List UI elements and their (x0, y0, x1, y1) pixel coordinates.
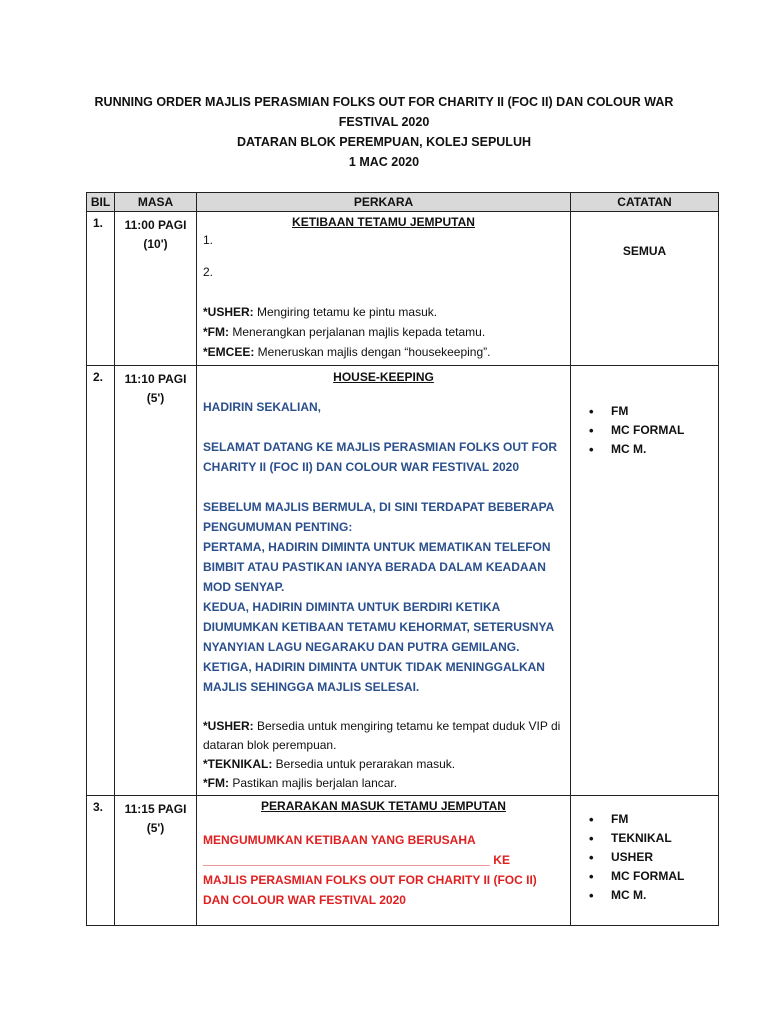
list-item: • TEKNIKAL (589, 829, 718, 848)
script-text: KETIGA, HADIRIN DIMINTA UNTUK TIDAK MENINGGALKAN MAJLIS SEHINGGA MAJLIS SELESAI. (203, 660, 545, 694)
list-item: • MC FORMAL (589, 867, 718, 886)
title-line-4: 1 MAC 2020 (348, 155, 420, 169)
list-item: • USHER (589, 848, 718, 867)
script-text: SELAMAT DATANG KE MAJLIS PERASMIAN FOLKS OUT FOR CHARITY II (FOC II) DAN COLOUR WAR FESTIVAL 2020 (203, 440, 557, 474)
row-bil: 3. (87, 796, 115, 926)
role-note: *TEKNIKAL: Bersedia untuk perarakan masuk. (203, 757, 456, 771)
row-masa (115, 366, 197, 796)
title-line-3: DATARAN BLOK PEREMPUAN, KOLEJ SEPULUH (237, 135, 531, 149)
title-line-2: FESTIVAL 2020 (338, 115, 430, 129)
announcement-text: ___________________________________________ KE (203, 853, 510, 867)
list-item: • FM (589, 402, 718, 421)
col-header-bil: BIL (87, 193, 115, 212)
announcement-text: MAJLIS PERASMIAN FOLKS OUT FOR CHARITY II (FOC II) DAN COLOUR WAR FESTIVAL 2020 (203, 873, 537, 907)
list-item: • MC M. (589, 886, 718, 905)
row-perkara (197, 212, 571, 366)
title-line-1: RUNNING ORDER MAJLIS PERASMIAN FOLKS OUT FOR CHARITY II (FOC II) DAN COLOUR WAR (94, 95, 674, 109)
masa-time: 11:15 PAGI (124, 802, 187, 816)
role-note: *FM: Pastikan majlis berjalan lancar. (203, 776, 398, 790)
table-row (87, 796, 719, 926)
masa-time: 11:00 PAGI (124, 218, 187, 232)
row-catatan (571, 366, 719, 796)
item-heading: PERARAKAN MASUK TETAMU JEMPUTAN (261, 799, 506, 813)
row-bil: 2. (87, 366, 115, 796)
script-text: HADIRIN SEKALIAN, (203, 400, 322, 414)
row-masa (115, 212, 197, 366)
running-order-table (86, 192, 719, 926)
document-title (0, 92, 768, 172)
row-catatan (571, 796, 719, 926)
table-row (87, 212, 719, 366)
role-note: *USHER: Mengiring tetamu ke pintu masuk. (203, 305, 438, 319)
role-note: *EMCEE: Meneruskan majlis dengan “housekeeping”. (203, 345, 491, 359)
row-bil: 1. (87, 212, 115, 366)
guest-item: 1. (203, 233, 214, 247)
row-catatan (571, 212, 719, 366)
script-text: PERTAMA, HADIRIN DIMINTA UNTUK MEMATIKAN TELEFON BIMBIT ATAU PASTIKAN IANYA BERADA DALAM KEADAAN MOD SENYAP. (203, 540, 551, 594)
masa-time: 11:10 PAGI (124, 372, 187, 386)
table-header-row (87, 193, 719, 212)
masa-duration: (10') (143, 237, 168, 251)
masa-duration: (5') (146, 391, 165, 405)
guest-item: 2. (203, 265, 214, 279)
col-header-masa: MASA (115, 193, 197, 212)
catatan-text: SEMUA (622, 244, 667, 258)
item-heading: HOUSE-KEEPING (333, 370, 434, 384)
col-header-catatan: CATATAN (571, 193, 719, 212)
row-masa (115, 796, 197, 926)
row-perkara (197, 796, 571, 926)
item-heading: KETIBAAN TETAMU JEMPUTAN (292, 215, 475, 229)
row-perkara (197, 366, 571, 796)
script-text: SEBELUM MAJLIS BERMULA, DI SINI TERDAPAT BEBERAPA PENGUMUMAN PENTING: (203, 500, 554, 534)
list-item: • MC FORMAL (589, 421, 718, 440)
list-item: • MC M. (589, 440, 718, 459)
role-note: *USHER: Bersedia untuk mengiring tetamu ke tempat duduk VIP di dataran blok perempuan. (203, 719, 561, 752)
list-item: • FM (589, 810, 718, 829)
catatan-list (571, 402, 718, 459)
table-row (87, 366, 719, 796)
announcement-text: MENGUMUMKAN KETIBAAN YANG BERUSAHA (203, 833, 476, 847)
col-header-perkara: PERKARA (197, 193, 571, 212)
catatan-list (571, 810, 718, 905)
role-note: *FM: Menerangkan perjalanan majlis kepada tetamu. (203, 325, 486, 339)
masa-duration: (5') (146, 821, 165, 835)
script-text: KEDUA, HADIRIN DIMINTA UNTUK BERDIRI KETIKA DIUMUMKAN KETIBAAN TETAMU KEHORMAT, SETERUSNYA NYANYIAN LAGU NEGARAKU DAN PUTRA GEMILANG. (203, 600, 554, 654)
